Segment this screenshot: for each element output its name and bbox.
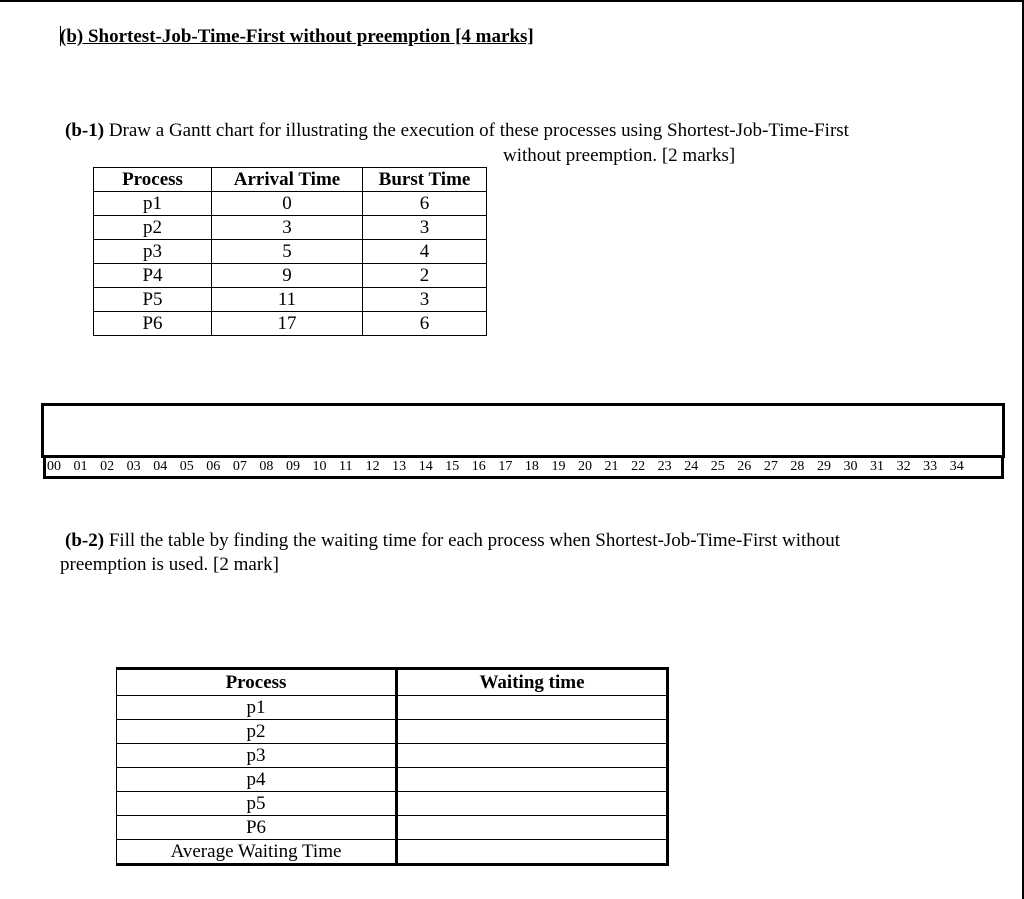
gantt-tick-label: 22: [631, 459, 646, 474]
waiting-time-input-cell[interactable]: [397, 744, 668, 768]
average-waiting-time-input-cell[interactable]: [397, 840, 668, 865]
gantt-tick-label: 21: [604, 459, 619, 474]
waiting-time-table: [116, 667, 669, 866]
gantt-chart-area[interactable]: [41, 403, 1005, 458]
arrival-cell: 5: [212, 240, 363, 264]
question-b1: [65, 120, 849, 142]
table-row: [117, 720, 668, 744]
header-arrival-time: Arrival Time: [212, 168, 363, 192]
process-cell: P4: [94, 264, 212, 288]
burst-cell: 3: [363, 288, 487, 312]
gantt-tick-label: 32: [896, 459, 911, 474]
gantt-tick-label: 01: [73, 459, 88, 474]
question-b2-label: (b-2): [65, 530, 105, 551]
gantt-tick-label: 26: [737, 459, 752, 474]
table-row: [94, 288, 487, 312]
question-b2: [65, 530, 840, 552]
process-cell: p2: [117, 720, 397, 744]
burst-cell: 6: [363, 192, 487, 216]
waiting-time-input-cell[interactable]: [397, 720, 668, 744]
gantt-tick-label: 08: [259, 459, 274, 474]
process-cell: p5: [117, 792, 397, 816]
gantt-tick-label: 15: [445, 459, 460, 474]
gantt-tick-label: 34: [949, 459, 964, 474]
waiting-time-input-cell[interactable]: [397, 696, 668, 720]
question-b2-continued: preemption is used. [2 mark]: [60, 554, 279, 575]
table-row: [94, 264, 487, 288]
gantt-tick-label: 14: [418, 459, 433, 474]
gantt-tick-label: 04: [153, 459, 168, 474]
arrival-cell: 3: [212, 216, 363, 240]
gantt-tick-label: 31: [870, 459, 885, 474]
table-row: [117, 816, 668, 840]
process-cell: p3: [117, 744, 397, 768]
process-cell: p2: [94, 216, 212, 240]
process-cell: p1: [117, 696, 397, 720]
header-process: Process: [94, 168, 212, 192]
waiting-table-header: [117, 669, 668, 696]
table-row: [94, 192, 487, 216]
gantt-tick-label: 20: [578, 459, 592, 474]
process-table: [93, 167, 487, 336]
gantt-tick-label: 16: [471, 459, 486, 474]
gantt-tick-label: 09: [285, 459, 300, 474]
burst-cell: 2: [363, 264, 487, 288]
header-process: Process: [117, 669, 397, 696]
question-b2-text: Fill the table by finding the waiting time for each process when Shortest-Job-Time-First without: [104, 530, 841, 551]
question-b1-continued: without preemption. [2 marks]: [503, 145, 736, 166]
waiting-time-input-cell[interactable]: [397, 792, 668, 816]
burst-cell: 3: [363, 216, 487, 240]
process-cell: p1: [94, 192, 212, 216]
table-row-average: [117, 840, 668, 865]
gantt-tick-label: 17: [498, 459, 513, 474]
gantt-tick-label: 19: [551, 459, 566, 474]
gantt-tick-label: 11: [339, 459, 353, 474]
gantt-tick-label: 30: [843, 459, 858, 474]
arrival-cell: 0: [212, 192, 363, 216]
table-row: [94, 240, 487, 264]
gantt-tick-label: 23: [657, 459, 672, 474]
gantt-tick-label: 27: [763, 459, 778, 474]
arrival-cell: 11: [212, 288, 363, 312]
page-top-border: [0, 0, 1024, 2]
gantt-tick-label: 13: [392, 459, 407, 474]
gantt-tick-label: 25: [710, 459, 725, 474]
table-row: [117, 792, 668, 816]
section-heading: (b) Shortest-Job-Time-First without preemption [4 marks]: [60, 26, 534, 47]
question-b1-label: (b-1): [65, 120, 105, 141]
burst-cell: 6: [363, 312, 487, 336]
question-b1-text: Draw a Gantt chart for illustrating the execution of these processes using Shortest-Job-Time-First: [104, 120, 849, 141]
gantt-tick-label: 12: [365, 459, 380, 474]
process-cell: P5: [94, 288, 212, 312]
table-row: [94, 216, 487, 240]
table-row: [117, 744, 668, 768]
average-label: Average Waiting Time: [117, 840, 397, 865]
process-table-header: [94, 168, 487, 192]
gantt-tick-label: 24: [684, 459, 699, 474]
waiting-time-input-cell[interactable]: [397, 816, 668, 840]
arrival-cell: 17: [212, 312, 363, 336]
gantt-tick-label: 05: [179, 459, 194, 474]
header-burst-time: Burst Time: [363, 168, 487, 192]
gantt-tick-label: 10: [312, 459, 327, 474]
gantt-tick-label: 06: [206, 459, 221, 474]
burst-cell: 4: [363, 240, 487, 264]
gantt-time-axis: [43, 457, 1004, 479]
gantt-tick-label: 29: [816, 459, 831, 474]
gantt-tick-label: 07: [232, 459, 247, 474]
table-row: [117, 696, 668, 720]
arrival-cell: 9: [212, 264, 363, 288]
table-row: [94, 312, 487, 336]
gantt-tick-label: 28: [790, 459, 805, 474]
process-cell: P6: [94, 312, 212, 336]
table-row: [117, 768, 668, 792]
process-cell: p4: [117, 768, 397, 792]
waiting-time-input-cell[interactable]: [397, 768, 668, 792]
process-cell: p3: [94, 240, 212, 264]
gantt-tick-label: 33: [923, 459, 938, 474]
gantt-tick-label: 18: [524, 459, 539, 474]
gantt-tick-label: 03: [126, 459, 141, 474]
gantt-tick-label: 02: [100, 459, 115, 474]
gantt-tick-label: 00: [47, 459, 61, 474]
header-waiting-time: Waiting time: [397, 669, 668, 696]
process-cell: P6: [117, 816, 397, 840]
